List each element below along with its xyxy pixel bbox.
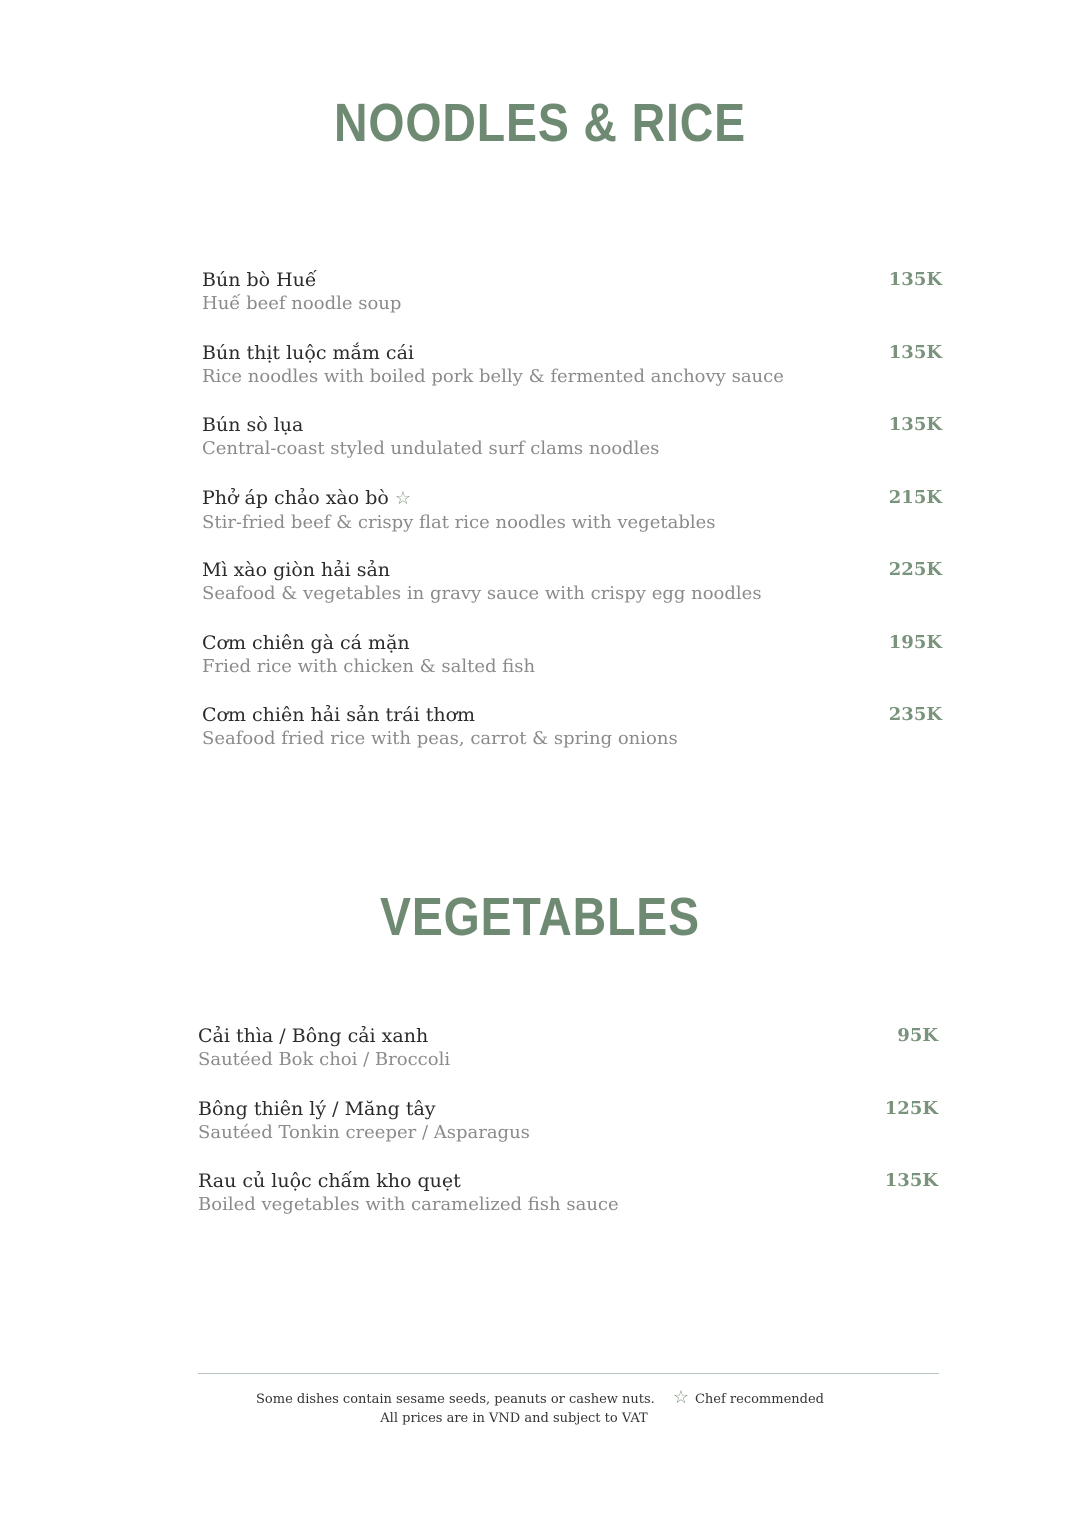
- item-description: Huế beef noodle soup: [202, 293, 402, 314]
- item-price: 135K: [888, 414, 942, 435]
- item-name: Phở áp chảo xào bò ☆: [202, 486, 411, 509]
- star-legend: Chef recommended: [694, 1392, 824, 1407]
- item-price: 195K: [888, 631, 942, 653]
- item-description: Sautéed Tonkin creeper / Asparagus: [198, 1121, 530, 1143]
- menu-list-vegetables: [198, 1024, 938, 1242]
- item-name: Rau củ luộc chấm kho quẹt: [198, 1170, 461, 1192]
- section-title-vegetables: VEGETABLES: [380, 887, 700, 947]
- menu-list-noodles-rice: [202, 268, 942, 776]
- item-description: Sautéed Bok choi / Broccoli: [198, 1049, 451, 1070]
- section-title-noodles-rice: NOODLES & RICE: [334, 93, 746, 153]
- item-name: Bún thịt luộc mắm cái: [202, 341, 414, 364]
- item-price: 125K: [884, 1097, 938, 1119]
- item-description: Boiled vegetables with caramelized fish sauce: [198, 1194, 619, 1215]
- item-name: Cơm chiên gà cá mặn: [202, 631, 410, 654]
- item-name: Mì xào giòn hải sản: [202, 559, 391, 581]
- item-name: Bún bò Huế: [202, 269, 317, 291]
- item-name: Bông thiên lý / Măng tây: [198, 1097, 436, 1120]
- menu-item: [198, 1097, 938, 1170]
- item-name: Cải thìa / Bông cải xanh: [198, 1025, 429, 1047]
- menu-item: [202, 268, 942, 341]
- menu-item: [202, 558, 942, 631]
- item-price: 135K: [888, 341, 942, 363]
- item-description: Seafood & vegetables in gravy sauce with crispy egg noodles: [202, 583, 762, 604]
- menu-item: [198, 1169, 938, 1242]
- footer-notes: [0, 1387, 1080, 1408]
- item-description: Seafood fried rice with peas, carrot & spring onions: [202, 728, 678, 749]
- item-price: 235K: [888, 704, 942, 725]
- item-price: 135K: [884, 1170, 938, 1191]
- star-icon: ☆: [672, 1387, 689, 1408]
- menu-item: [202, 631, 942, 704]
- item-name: Cơm chiên hải sản trái thơm: [202, 704, 476, 726]
- allergen-note: Some dishes contain sesame seeds, peanuts or cashew nuts.: [256, 1392, 655, 1407]
- price-note: All prices are in VND and subject to VAT: [380, 1411, 648, 1426]
- item-name: Bún sò lụa: [202, 414, 304, 436]
- menu-item: [202, 703, 942, 776]
- item-description: Stir-fried beef & crispy flat rice noodles with vegetables: [202, 511, 716, 533]
- menu-item: [202, 341, 942, 414]
- chef-recommended-star-icon: ☆: [394, 487, 411, 509]
- footer-divider: [198, 1373, 939, 1374]
- item-price: 225K: [888, 559, 942, 580]
- item-description: Rice noodles with boiled pork belly & fermented anchovy sauce: [202, 365, 784, 387]
- item-description: Fried rice with chicken & salted fish: [202, 655, 536, 677]
- menu-item: [198, 1024, 938, 1097]
- item-price: 215K: [888, 486, 942, 508]
- item-price: 95K: [897, 1025, 938, 1046]
- item-price: 135K: [888, 269, 942, 290]
- menu-item: [202, 413, 942, 486]
- menu-item: [202, 486, 942, 559]
- item-description: Central-coast styled undulated surf clams noodles: [202, 438, 660, 459]
